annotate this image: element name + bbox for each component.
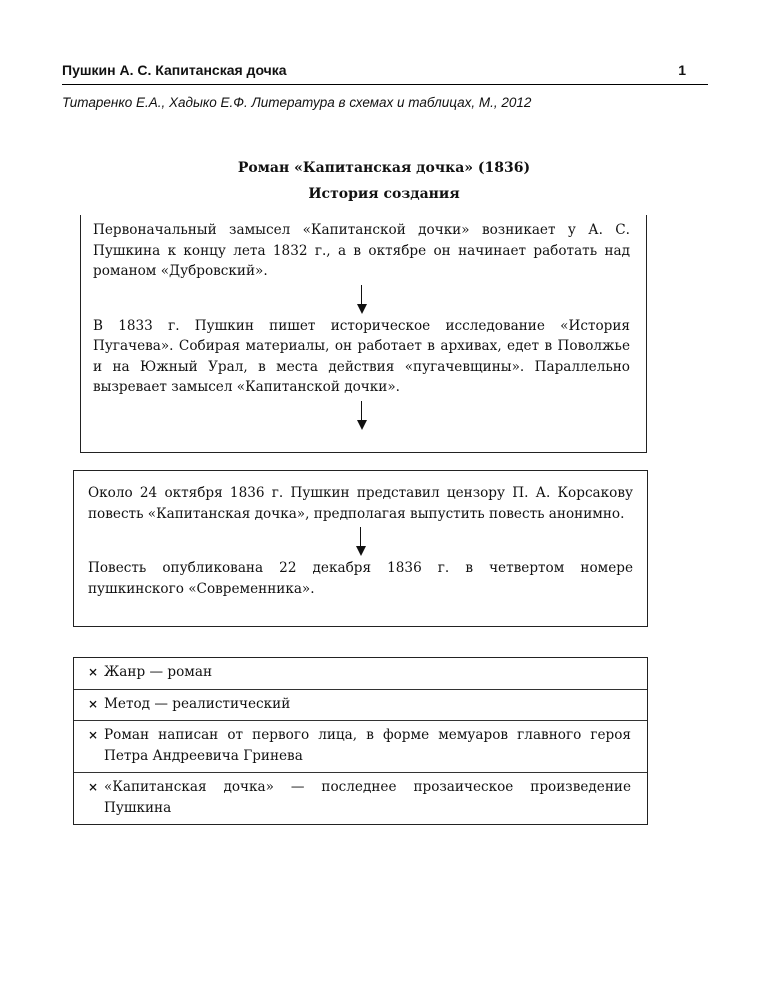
history-paragraph-2: В 1833 г. Пушкин пишет историческое исследование «История Пугачева». Собирая материалы, он работает в архивах, едет в Поволжье и на Южный Урал, в места действия «пугачевщины». Параллельно вызревает замысел «Капитанской дочки». xyxy=(93,317,630,395)
history-box-1 xyxy=(80,215,647,453)
arrow-down-icon xyxy=(88,524,633,558)
fact-row xyxy=(74,658,647,689)
cross-marker-icon: × xyxy=(88,780,99,794)
history-paragraph-1: Первоначальный замысел «Капитанской дочки» возникает у А. С. Пушкина к концу лета 1832 г., а в октябре он начинает работать над романом «Дубровский». xyxy=(93,222,630,279)
fact-text: Метод — реалистический xyxy=(104,695,291,712)
fact-row xyxy=(74,720,647,772)
history-paragraph-4: Повесть опубликована 22 декабря 1836 г. в четвертом номере пушкинского «Современника». xyxy=(88,560,633,597)
document-subtitle: История создания xyxy=(308,186,460,202)
fact-text: Роман написан от первого лица, в форме мемуаров главного героя Петра Андреевича Гринева xyxy=(104,727,631,764)
page-number: 1 xyxy=(678,62,686,78)
page-header xyxy=(62,60,708,85)
header-title: Пушкин А. С. Капитанская дочка xyxy=(62,62,287,78)
document-title: Роман «Капитанская дочка» (1836) xyxy=(237,160,531,176)
cross-marker-icon: × xyxy=(88,696,99,711)
history-box-2 xyxy=(73,470,648,627)
arrow-down-icon xyxy=(93,282,630,316)
arrow-down-icon xyxy=(93,398,630,432)
source-citation: Титаренко Е.А., Хадыко Е.Ф. Литература в схемах и таблицах, М., 2012 xyxy=(62,95,532,110)
facts-table xyxy=(73,657,648,825)
fact-text: Жанр — роман xyxy=(104,664,212,680)
cross-marker-icon: × xyxy=(88,665,99,679)
history-paragraph-3: Около 24 октября 1836 г. Пушкин представил цензору П. А. Корсакову повесть «Капитанская дочка», предполагая выпустить повесть анонимно. xyxy=(88,485,633,522)
fact-row xyxy=(74,689,647,721)
fact-text: «Капитанская дочка» — последнее прозаическое произведение Пушкина xyxy=(104,779,631,816)
cross-marker-icon: × xyxy=(88,728,99,742)
fact-row xyxy=(74,772,647,824)
